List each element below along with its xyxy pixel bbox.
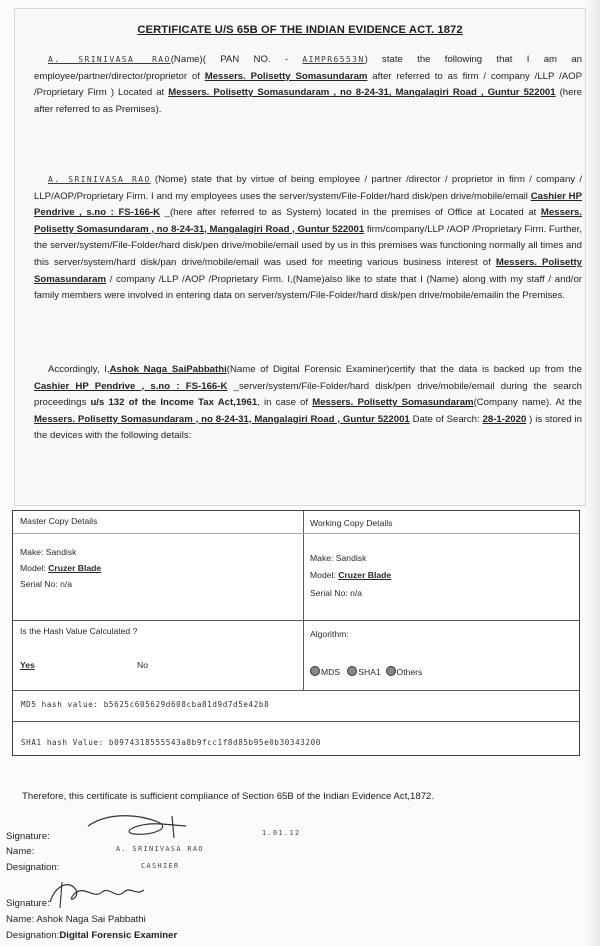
algorithm-options: MDS SHA1 Others [310, 666, 422, 677]
row-divider [13, 620, 579, 621]
column-divider-2 [303, 620, 304, 690]
name-label: Name: [6, 846, 35, 857]
compliance-statement: Therefore, this certificate is sufficient compliance of Section 65B of the Indian Evidence Act,1872. [22, 791, 435, 802]
firm-name-2: Messers. Polisetty Somasundaram [34, 256, 582, 285]
working-model-value: Cruzer Blade [338, 570, 392, 580]
master-copy-header: Master Copy Details [20, 516, 98, 526]
examiner-designation: Designation:Digital Forensic Examiner [6, 930, 178, 941]
copy-details-table [12, 510, 580, 756]
algorithm-label: Algorithm: [310, 629, 349, 639]
search-address: Messers. Polisetty Somasundaram , no 8-24-31, Mangalagiri Road , Guntur 522001 [34, 413, 410, 425]
working-model: Model: Cruzer Blade [310, 570, 392, 580]
examiner-signature-scribble [40, 878, 160, 914]
row-divider-2 [13, 690, 579, 691]
firm-name: Messers. Polisetty Somasundaram [204, 70, 368, 82]
hash-no: No [137, 660, 148, 670]
search-date: 28-1-2020 [482, 413, 527, 425]
hash-yes: Yes [20, 660, 35, 670]
certification-paragraph: Accordingly, I,Ashok Naga SaiPabbathi(Name of Digital Forensic Examiner)certify that the data is backed up from the Cashier HP Pendrive , s.no : FS-166-K _server/system/File-Folder/hard disk/pen drive/mobile/email during the search proceedings u/s 132 of the Income Tax Act,1961, in case of Messers. Polisetty Somasundaram(Company name). At the Messers. Polisetty Somasundaram , no 8-24-31, Mangalagiri Road , Guntur 522001 Date of Search: 28-1-2020 ) is stored in the devices with the following details: [34, 364, 583, 442]
hash-question: Is the Hash Value Calculated ? [20, 626, 138, 636]
income-tax-section: u/s 132 of the Income Tax Act,1961 [90, 397, 258, 409]
usage-paragraph: A. SRINIVASA RAO (Nome) state that by virtue of being employee / partner /director / proprietor in firm / company / LLP/AOP/Proprietary Firm. I and my employees uses the server/system/File-Folder/hard disk/pen drive/mobile/email Cashier HP Pendrive , s.no : FS-166-K _(here after referred to as System) located in the premises of Office at Located at Messers. Polisetty Somasundaram , no 8-24-31, Mangalagiri Road , Guntur 522001 firm/company/LLP /AOP /Proprietary Firm. Further, the server/system/File-Folder/hard disk/pen drive/mobile/email used by us in this premises was functioning normally all times and this server/system/hard disk/pan drive/mobile/email was used for meeting various business interest of Messers. Polisetty Somasundaram / company /LLP /AOP /Proprietary Firm. I,(Name)also like to state that I (Name) along with my staff / and/or family members were involved in entering data on server/system/File-Folder/hard disk/pen drive/mobile/emailin the Premises. [34, 174, 583, 302]
company-name: Messers. Polisetty Somasundaram [312, 397, 474, 409]
master-model: Model: Cruzer Blade [20, 563, 102, 573]
header-divider [13, 533, 579, 534]
scan-edge-shadow [584, 0, 600, 946]
name-value: A. SRINIVASA RAO [116, 845, 204, 853]
signature-scribble [68, 808, 218, 842]
designation-value: CASHIER [141, 862, 180, 870]
handwritten-pan: AIMPR6553N [302, 55, 365, 64]
md5-radio-icon [310, 666, 320, 676]
declaration-paragraph: A. SRINIVASA RAO(Name)( PAN NO. - AIMPR6553N) state the following that I am an employee/partner/director/proprietor of Messers. Polisetty Somasundaram after referred to as firm / company /LLP /AOP /Proprietary Firm ) Located at Messers. Polisetty Somasundaram , no 8-24-31, Mangalagiri Road , Guntur 522001 (here after referred to as Premises). [34, 54, 582, 115]
master-make: Make: Sandisk [20, 547, 77, 557]
row-divider-3 [13, 721, 579, 722]
device-name-2: Cashier HP Pendrive , s.no : FS-166-K [34, 380, 228, 392]
column-divider [303, 511, 304, 620]
working-serial: Serial No: n/a [310, 588, 363, 598]
handwritten-name-2: A. SRINIVASA RAO [48, 175, 151, 184]
working-copy-header: Working Copy Details [310, 518, 393, 528]
examiner-name: Name: Ashok Naga Sai Pabbathi [6, 914, 146, 925]
certificate-title: CERTIFICATE U/S 65B OF THE INDIAN EVIDENCE ACT. 1872 [137, 24, 463, 36]
signature-label: Signature: [6, 831, 50, 842]
designation-label: Designation: [6, 862, 60, 873]
master-serial: Serial No: n/a [20, 579, 73, 589]
sha1-radio-icon [347, 666, 357, 676]
master-model-value: Cruzer Blade [48, 563, 102, 573]
md5-hash-value: MD5 hash value: b5625c605629d608cba81d9d7d5e42b8 [21, 700, 270, 709]
working-make: Make: Sandisk [310, 553, 367, 563]
others-radio-icon [386, 666, 396, 676]
premises-address-2: Messers. Polisetty Somasundaram , no 8-24-31, Mangalagiri Road , Guntur 522001 [34, 207, 582, 235]
premises-address: Messers. Polisetty Somasundaram , no 8-24-31, Mangalagiri Road , Guntur 522001 [168, 87, 556, 99]
signature-date: 1.01.12 [262, 829, 301, 837]
sha1-hash-value: SHA1 hash Value: b0974318555543a8b9fcc1f8d85b95e0b30343200 [21, 738, 321, 747]
device-name: Cashier HP Pendrive , s.no : FS-166-K [34, 190, 582, 219]
examiner-signature-label: Signature: [6, 898, 50, 909]
examiner-name: Ashok Naga SaiPabbathi [109, 364, 227, 375]
handwritten-name: A. SRINIVASA RAO [48, 55, 171, 64]
